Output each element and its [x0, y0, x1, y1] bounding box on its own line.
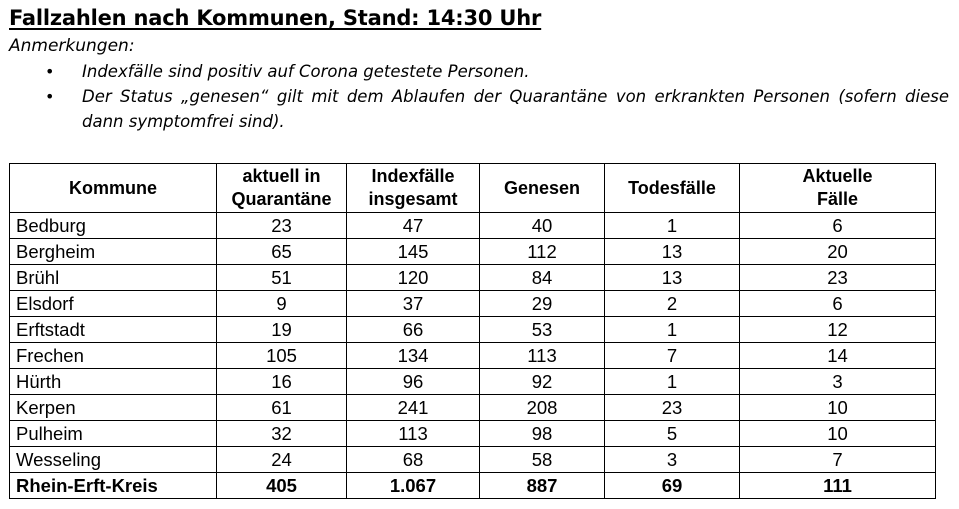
header-quarantine: aktuell in Quarantäne: [217, 164, 347, 213]
table-row: [10, 239, 936, 265]
table-cell-value: 98: [480, 421, 605, 447]
table-cell-value: 47: [347, 213, 480, 239]
table-cell-value: 113: [480, 343, 605, 369]
table-cell-value: 40: [480, 213, 605, 239]
table-cell-value: 1: [605, 369, 740, 395]
table-cell-kommune: Rhein-Erft-Kreis: [10, 473, 217, 499]
table-cell-value: 134: [347, 343, 480, 369]
table-cell-value: 20: [740, 239, 936, 265]
table-cell-value: 16: [217, 369, 347, 395]
table-row: [10, 213, 936, 239]
table-cell-value: 1: [605, 213, 740, 239]
table-row: [10, 265, 936, 291]
table-cell-kommune: Brühl: [10, 265, 217, 291]
table-row: [10, 369, 936, 395]
table-cell-kommune: Kerpen: [10, 395, 217, 421]
table-cell-value: 51: [217, 265, 347, 291]
table-cell-value: 58: [480, 447, 605, 473]
table-cell-value: 69: [605, 473, 740, 499]
table-cell-value: 405: [217, 473, 347, 499]
table-cell-value: 1: [605, 317, 740, 343]
table-total-row: [10, 473, 936, 499]
note-text: Indexfälle sind positiv auf Corona getestete Personen.: [82, 62, 530, 81]
table-cell-value: 65: [217, 239, 347, 265]
table-cell-kommune: Wesseling: [10, 447, 217, 473]
table-cell-value: 84: [480, 265, 605, 291]
table-cell-value: 6: [740, 213, 936, 239]
table-row: [10, 395, 936, 421]
table-cell-value: 19: [217, 317, 347, 343]
bullet-icon: •: [45, 62, 55, 81]
table-cell-value: 13: [605, 239, 740, 265]
table-cell-value: 29: [480, 291, 605, 317]
table-cell-value: 208: [480, 395, 605, 421]
table-cell-value: 61: [217, 395, 347, 421]
table-cell-value: 68: [347, 447, 480, 473]
table-cell-value: 887: [480, 473, 605, 499]
note-item: [0, 59, 959, 84]
notes-list: [0, 59, 959, 134]
table-cell-value: 14: [740, 343, 936, 369]
table-cell-kommune: Hürth: [10, 369, 217, 395]
table-cell-value: 105: [217, 343, 347, 369]
table-cell-value: 10: [740, 395, 936, 421]
table-row: [10, 317, 936, 343]
header-current-cases: Aktuelle Fälle: [740, 164, 936, 213]
table-cell-value: 53: [480, 317, 605, 343]
table-cell-value: 120: [347, 265, 480, 291]
table-cell-value: 1.067: [347, 473, 480, 499]
table-cell-kommune: Pulheim: [10, 421, 217, 447]
table-cell-value: 24: [217, 447, 347, 473]
table-cell-value: 7: [605, 343, 740, 369]
table-cell-value: 241: [347, 395, 480, 421]
table-cell-kommune: Elsdorf: [10, 291, 217, 317]
table-cell-kommune: Bedburg: [10, 213, 217, 239]
page-title: Fallzahlen nach Kommunen, Stand: 14:30 Uhr: [9, 6, 542, 30]
table-cell-value: 96: [347, 369, 480, 395]
table-cell-value: 32: [217, 421, 347, 447]
table-header-row: [10, 164, 936, 213]
table-cell-value: 37: [347, 291, 480, 317]
table-cell-value: 9: [217, 291, 347, 317]
table-cell-value: 113: [347, 421, 480, 447]
table-cell-value: 6: [740, 291, 936, 317]
note-item: [0, 84, 959, 134]
table-cell-value: 66: [347, 317, 480, 343]
table-cell-value: 23: [740, 265, 936, 291]
table-row: [10, 447, 936, 473]
table-cell-kommune: Bergheim: [10, 239, 217, 265]
table-cell-value: 23: [605, 395, 740, 421]
table-cell-value: 7: [740, 447, 936, 473]
table-cell-value: 3: [740, 369, 936, 395]
table-cell-kommune: Frechen: [10, 343, 217, 369]
table-cell-value: 145: [347, 239, 480, 265]
table-cell-value: 112: [480, 239, 605, 265]
bullet-icon: •: [45, 87, 55, 106]
notes-heading: Anmerkungen:: [9, 36, 135, 56]
table-cell-value: 10: [740, 421, 936, 447]
table-cell-value: 5: [605, 421, 740, 447]
table-cell-value: 13: [605, 265, 740, 291]
table-cell-kommune: Erftstadt: [10, 317, 217, 343]
header-recovered: Genesen: [480, 164, 605, 213]
header-index-cases: Indexfälle insgesamt: [347, 164, 480, 213]
table-row: [10, 291, 936, 317]
table-cell-value: 111: [740, 473, 936, 499]
table-cell-value: 2: [605, 291, 740, 317]
table-cell-value: 23: [217, 213, 347, 239]
note-text: Der Status „genesen“ gilt mit dem Ablaufen der Quarantäne von erkrankten Personen (sofern diese dann symptomfrei sind).: [82, 87, 949, 131]
header-deaths: Todesfälle: [605, 164, 740, 213]
table-cell-value: 92: [480, 369, 605, 395]
header-kommune: Kommune: [10, 164, 217, 213]
table-cell-value: 12: [740, 317, 936, 343]
table-cell-value: 3: [605, 447, 740, 473]
case-table: [9, 163, 936, 499]
table-row: [10, 421, 936, 447]
table-row: [10, 343, 936, 369]
